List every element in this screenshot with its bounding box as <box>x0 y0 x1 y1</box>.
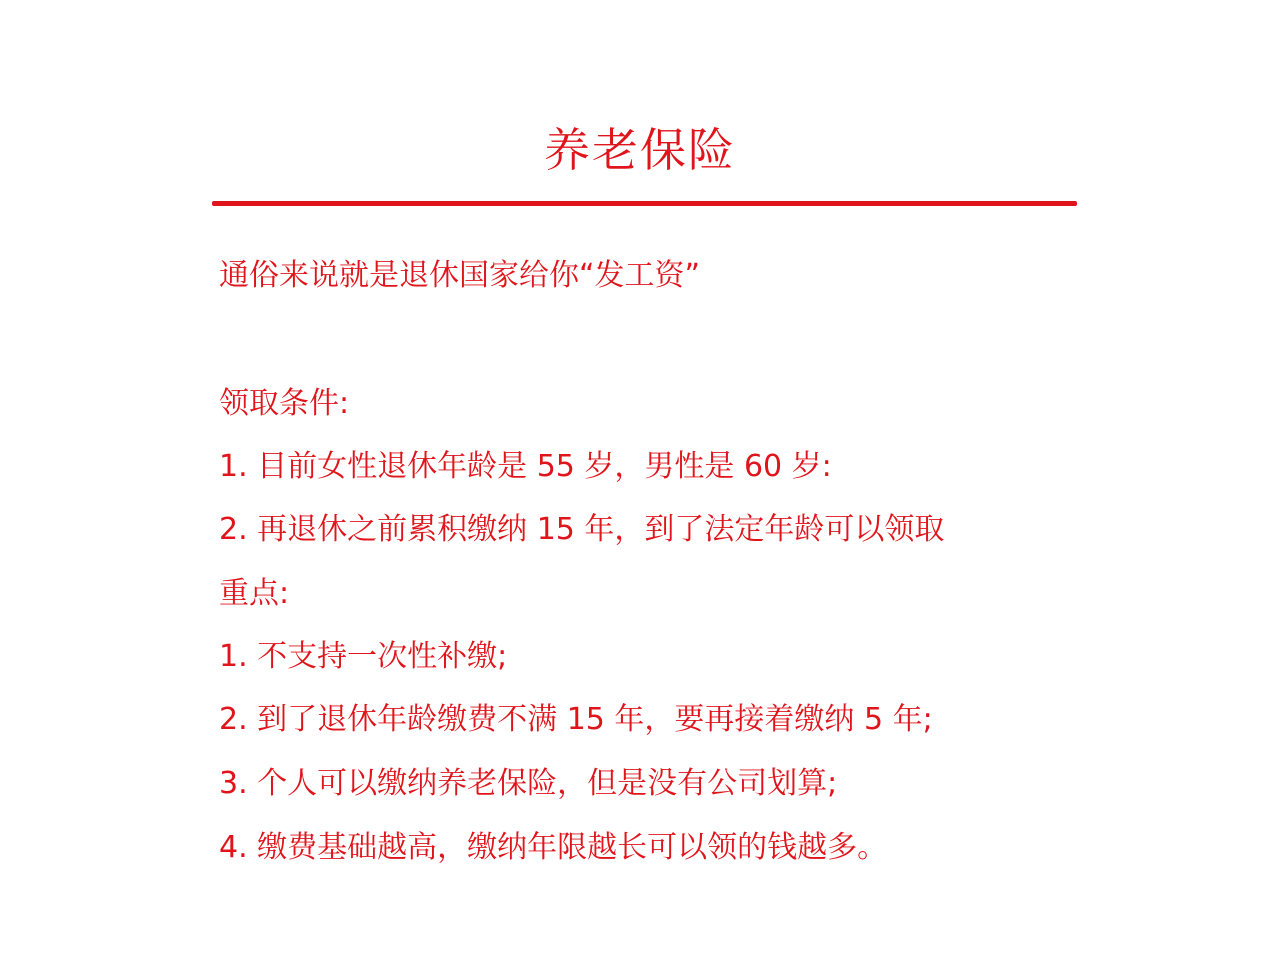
key-point-item: 3. 个人可以缴纳养老保险，但是没有公司划算; <box>219 766 838 801</box>
conditions-heading: 领取条件: <box>219 386 350 421</box>
page-title: 养老保险 <box>544 123 736 177</box>
key-point-item: 1. 不支持一次性补缴; <box>219 639 508 674</box>
key-point-item: 4. 缴费基础越高，缴纳年限越长可以领的钱越多。 <box>219 830 888 865</box>
intro-text: 通俗来说就是退休国家给你“发工资” <box>219 258 701 293</box>
title-divider <box>212 201 1077 206</box>
condition-item: 2. 再退休之前累积缴纳 15 年，到了法定年龄可以领取 <box>219 512 945 547</box>
key-point-item: 2. 到了退休年龄缴费不满 15 年，要再接着缴纳 5 年; <box>219 702 933 737</box>
condition-item: 1. 目前女性退休年龄是 55 岁，男性是 60 岁: <box>219 449 832 484</box>
key-points-heading: 重点: <box>219 576 290 611</box>
